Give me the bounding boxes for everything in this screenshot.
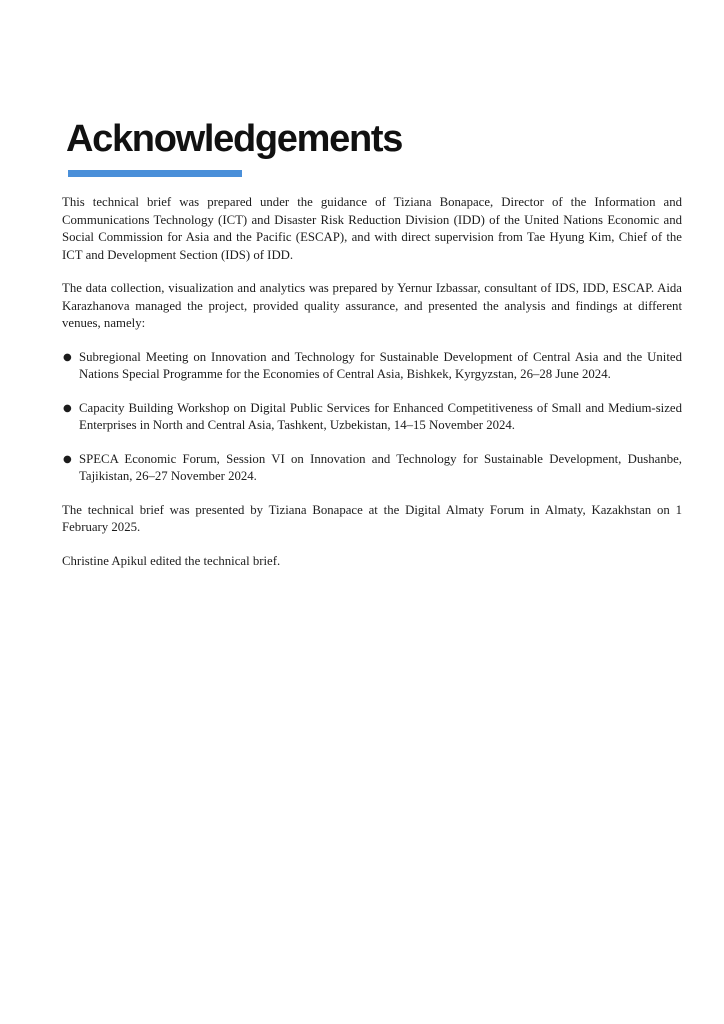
venue-list bbox=[62, 349, 682, 486]
page-title: Acknowledgements bbox=[66, 118, 403, 160]
acknowledgements-body bbox=[62, 194, 682, 586]
title-underline bbox=[68, 170, 242, 177]
list-item-text: Capacity Building Workshop on Digital Public Services for Enhanced Competitiveness of Small and Medium-sized Enterprises in North and Central Asia, Tashkent, Uzbekistan, 14–15 November 2024. bbox=[79, 400, 682, 432]
list-item-text: Subregional Meeting on Innovation and Technology for Sustainable Development of Central Asia and the United Nations Special Programme for the Economies of Central Asia, Bishkek, Kyrgyzstan, 26–28 June 2024. bbox=[79, 349, 682, 381]
list-item-text: SPECA Economic Forum, Session VI on Innovation and Technology for Sustainable Development, Dushanbe, Tajikistan, 26–27 November 2024. bbox=[79, 451, 682, 483]
list-item bbox=[62, 400, 682, 435]
paragraph-guidance: This technical brief was prepared under the guidance of Tiziana Bonapace, Director of the Information and Communications Technology (ICT) and Disaster Risk Reduction Division (IDD) of the United Nations Economic and Social Commission for Asia and the Pacific (ESCAP), and with direct supervision from Tae Hyung Kim, Chief of the ICT and Development Section (IDS) of IDD. bbox=[62, 195, 682, 262]
paragraph-data-collection: The data collection, visualization and analytics was prepared by Yernur Izbassar, consultant of IDS, IDD, ESCAP. Aida Karazhanova managed the project, provided quality assurance, and presented the analysis and findings at different venues, namely: bbox=[62, 281, 682, 330]
bullet-icon: ● bbox=[63, 453, 72, 465]
paragraph-editor: Christine Apikul edited the technical brief. bbox=[62, 553, 281, 568]
list-item bbox=[62, 349, 682, 384]
list-item bbox=[62, 451, 682, 486]
bullet-icon: ● bbox=[63, 402, 72, 414]
bullet-icon: ● bbox=[63, 351, 72, 363]
paragraph-presentation: The technical brief was presented by Tiziana Bonapace at the Digital Almaty Forum in Almaty, Kazakhstan on 1 February 2025. bbox=[62, 502, 682, 534]
